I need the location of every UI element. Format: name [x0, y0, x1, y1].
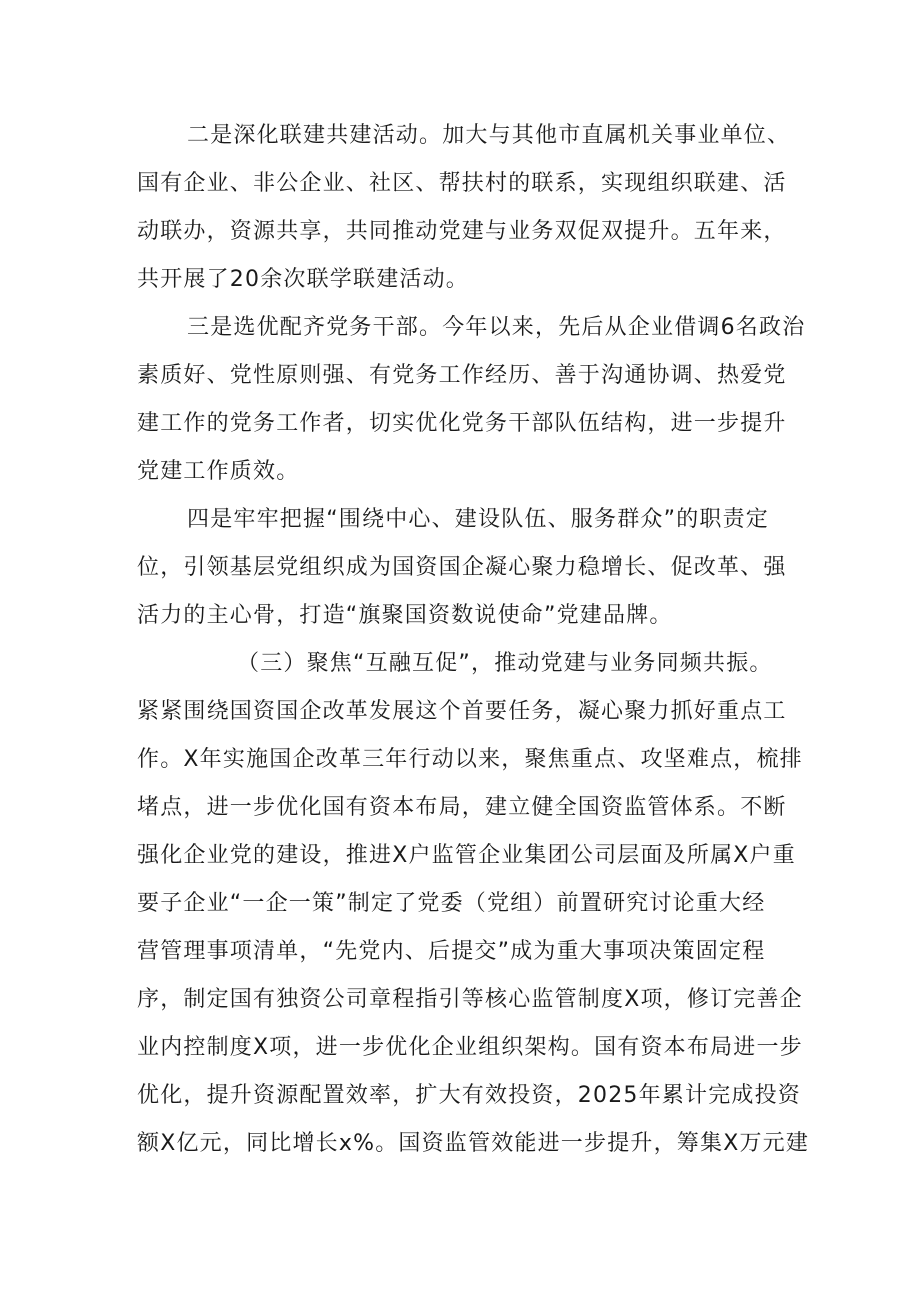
paragraph-2-line-1: 二是深化联建共建活动。加大与其他市直属机关事业单位、: [187, 123, 791, 148]
paragraph-2-line-2: 国有企业、非公企业、社区、帮扶村的联系，实现组织联建、活: [137, 171, 787, 196]
paragraph-3-line-3: 建工作的党务工作者，切实优化党务干部队伍结构，进一步提升: [137, 411, 787, 436]
paragraph-3-line-4: 党建工作质效。: [137, 459, 300, 484]
paragraph-5-line-4: 强化企业党的建设，推进X户监管企业集团公司层面及所属X户重: [137, 843, 796, 868]
paragraph-4-line-1: 四是牢牢把握“围绕中心、建设队伍、服务群众”的职责定: [187, 507, 769, 532]
paragraph-5-line-6: 营管理事项清单，“先党内、后提交”成为重大事项决策固定程: [137, 939, 766, 964]
paragraph-5-line-3: 堵点，进一步优化国有资本布局，建立健全国资监管体系。不断: [137, 795, 787, 820]
paragraph-3-line-1: 三是选优配齐党务干部。今年以来，先后从企业借调6名政治: [187, 315, 806, 340]
paragraph-2-line-4: 共开展了20余次联学联建活动。: [137, 267, 469, 292]
paragraph-5-line-7: 序，制定国有独资公司章程指引等核心监管制度X项，修订完善企: [137, 987, 803, 1012]
paragraph-5-line-2: 作。X年实施国企改革三年行动以来，聚焦重点、攻坚难点，梳排: [137, 747, 803, 772]
document-body: [137, 112, 810, 1168]
paragraph-5-line-10: 额X亿元，同比增长x%。国资监管效能进一步提升，筹集X万元建: [137, 1131, 810, 1156]
paragraph-5-line-8: 业内控制度X项，进一步优化企业组织架构。国有资本布局进一步: [137, 1035, 803, 1060]
paragraph-4-line-2: 位，引领基层党组织成为国资国企凝心聚力稳增长、促改革、强: [137, 555, 787, 580]
paragraph-5-line-1: 紧紧围绕国资国企改革发展这个首要任务，凝心聚力抓好重点工: [137, 699, 787, 724]
section-heading: （三）聚焦“互融互促”，推动党建与业务同频共振。: [237, 651, 773, 676]
paragraph-4-line-3: 活力的主心骨，打造“旗聚国资数说使命”党建品牌。: [137, 603, 673, 628]
paragraph-3-line-2: 素质好、党性原则强、有党务工作经历、善于沟通协调、热爱党: [137, 363, 787, 388]
paragraph-2-line-3: 动联办，资源共享，共同推动党建与业务双促双提升。五年来，: [137, 219, 787, 244]
paragraph-5-line-9: 优化，提升资源配置效率，扩大有效投资，2025年累计完成投资: [137, 1083, 801, 1108]
paragraph-5-line-5: 要子企业“一企一策”制定了党委（党组）前置研究讨论重大经: [137, 891, 766, 916]
